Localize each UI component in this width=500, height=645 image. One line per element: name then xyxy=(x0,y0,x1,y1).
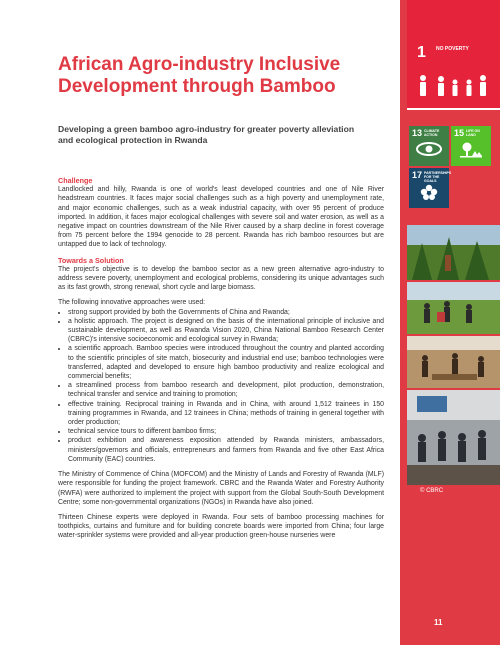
title-line-2: Development through Bamboo xyxy=(58,76,336,97)
approaches-intro: The following innovative approaches were used: xyxy=(58,299,206,307)
list-item: • a streamlined process from bamboo research and development, pilot production, demonstration, technical transfer and service and training to promotion; xyxy=(68,381,384,399)
funding-paragraph: The Ministry of Commence of China (MOFCOM) and the Ministry of Lands and Forestry of Rwanda (MLF) were responsible for funding the project framework. CBRC and the Rwanda Water and Forestry Authority (RWFA) were authorized to implement the project with support from the Global South-South Development Centre; some non-governmental organizations (NGOs) in Rwanda have also joined. xyxy=(58,471,384,506)
family-icon xyxy=(417,74,489,103)
sdg17-number: 17 xyxy=(412,170,423,180)
flower-icon xyxy=(409,184,449,205)
list-item: • a scientific approach. Bamboo species were introduced throughout the country and planted according to the scientific principles of site match, biosecurity and industrial end use; bamboo technologies were transferred, adapted and developed to ensure high bamboo productivity and realize ecological and commercial benefits; xyxy=(68,344,384,381)
challenge-paragraph: Landlocked and hilly, Rwanda is one of world's least developed countries and one of Nile River headstream countries. It faces major social challenges such as a high poverty and unemployment rate, and major economic challenges, such as a weak industrial capacity, with over 95 percent of produce imported. In addition, it faces major ecological challenges with severe soil and water erosion, as well as a negative impact on countries downstream of the Nile River caused by a sharp decline in forest coverage from 75 percent before the 1994 genocide to 28 percent. Rwanda has rich bamboo resources but are untapped due to lack of technology. xyxy=(58,186,384,249)
sdg1-badge xyxy=(407,0,500,110)
photo-credit: © CBRC xyxy=(420,488,444,494)
title-line-1: African Agro-industry Inclusive xyxy=(58,54,341,75)
sdg13-badge xyxy=(409,126,449,166)
page-number: 11 xyxy=(434,618,443,627)
photo-bamboo-nursery xyxy=(407,225,500,280)
tree-icon xyxy=(451,142,491,163)
sdg15-label: LIFE ON LAND xyxy=(466,129,480,137)
page-title xyxy=(58,54,358,98)
photo-workshop xyxy=(407,336,500,388)
deployment-paragraph: Thirteen Chinese experts were deployed in Rwanda. Four sets of bamboo processing machines for toothpicks, curtains and furniture and for building concrete boards were imported from China; four large water-sprinkler systems were provided and all-year production green-house nurseries were xyxy=(58,513,384,540)
sdg13-number: 13 xyxy=(412,128,423,138)
list-item: • effective training. Reciprocal training in Rwanda and in China, with around 1,512 trainees in 150 training programmes in Rwanda, and 12 trainees in China; methods of training in general together with order production; xyxy=(68,400,384,428)
sdg17-badge xyxy=(409,168,452,208)
sdg15-badge xyxy=(451,126,491,166)
article-body xyxy=(58,176,384,541)
sdg13-label: CLIMATE ACTION xyxy=(424,129,440,137)
sdg17-label: PARTNERSHIPS FOR THE GOALS xyxy=(424,171,452,183)
challenge-heading: Challenge xyxy=(58,176,93,185)
sdg1-number: 1 xyxy=(417,44,426,61)
approaches-list xyxy=(58,308,384,464)
sdg15-number: 15 xyxy=(454,128,465,138)
eye-globe-icon xyxy=(409,142,449,161)
photo-field-team xyxy=(407,282,500,334)
list-item: • a holistic approach. The project is designed on the basis of the international principle of inclusive and sustainable development, as well as Rwanda Vision 2020, China National Bamboo Research Center (CBRC)'s intensive socioeconomic and ecological survey in Rwanda; xyxy=(68,317,384,345)
photo-training-hall xyxy=(407,390,500,485)
solution-heading: Towards a Solution xyxy=(58,255,124,265)
list-item: • product exhibition and awareness exposition attended by Rwanda ministers, ambassadors, ministers/governors and officials, entrepreneurs and farmers from Rwanda and five other East Africa Community (EAC) countries. xyxy=(68,436,384,464)
list-item: • technical service tours to different bamboo firms; xyxy=(68,427,384,436)
solution-paragraph: The project's objective is to develop the bamboo sector as a new green alternative agro-industry to address severe poverty, unemployment and ecological problems, considering its unique advantages such as its fast growth, strong renewal, short cycle and large biomass. xyxy=(58,265,384,292)
page-subtitle: Developing a green bamboo agro-industry for greater poverty alleviation and ecological protection in Rwanda xyxy=(58,124,355,145)
sdg1-label: NO POVERTY xyxy=(436,46,469,52)
list-item: • strong support provided by both the Governments of China and Rwanda; xyxy=(68,308,384,317)
